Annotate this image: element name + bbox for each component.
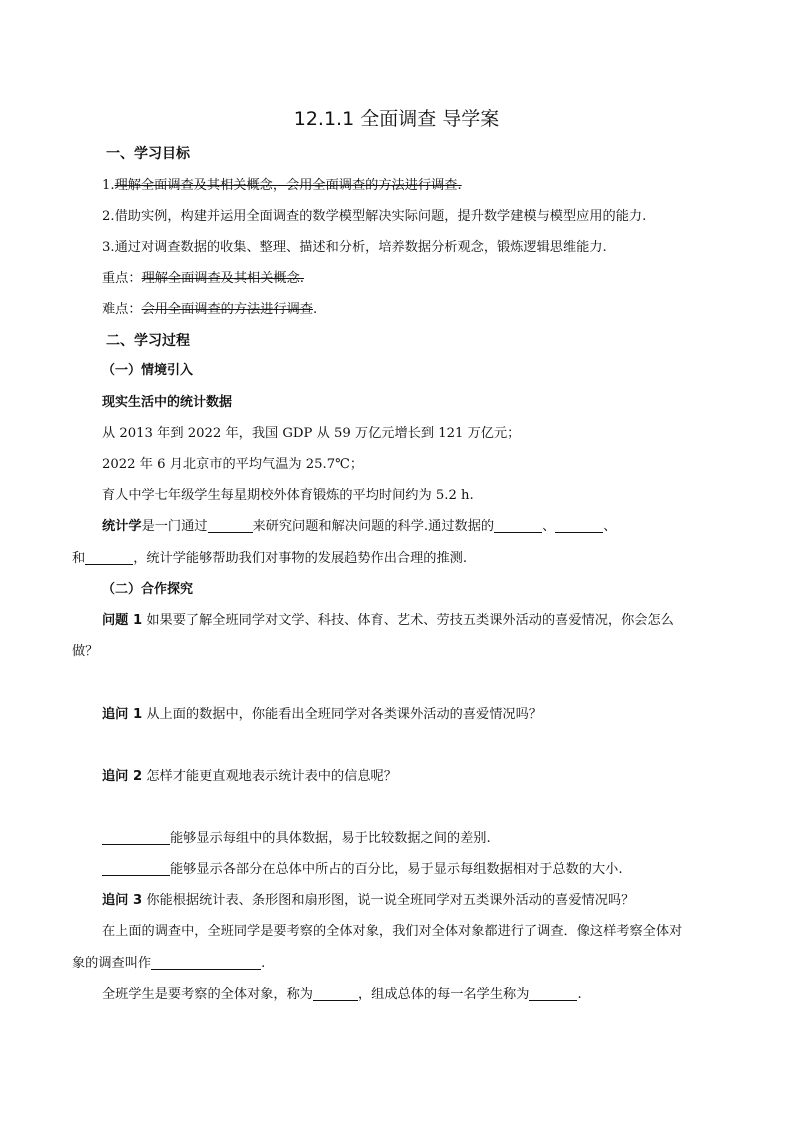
section-heading-objectives: 一、学习目标 (106, 146, 190, 162)
followup-1-text: 从上面的数据中，你能看出全班同学对各类课外活动的喜爱情况吗？ (142, 707, 542, 722)
census-end: . (261, 956, 266, 971)
definition2-part-b: ，统计学能够帮助我们对事物的发展趋势作出合理的推测. (133, 551, 468, 566)
subsection-explore: （二）合作探究 (102, 582, 194, 597)
fill-blank-2[interactable] (494, 518, 542, 533)
question-1-cont: 做？ (72, 644, 99, 659)
key-point-text: 理解全面调查及其相关概念. (141, 271, 305, 286)
census-part-a: 象的调查叫作 (72, 956, 152, 971)
pie-chart-description (102, 861, 623, 879)
paragraph-census: 在上面的调查中，全班同学是要考察的全体对象，我们对全体对象都进行了调查．像这样考察全体对 (102, 924, 683, 939)
stat-exercise: 育人中学七年级学生每星期校外体育锻炼的平均时间约为 5.2 h. (102, 488, 474, 503)
fill-blank-8[interactable] (313, 986, 358, 1001)
section-heading-process: 二、学习过程 (106, 333, 190, 349)
stat-gdp: 从 2013 年到 2022 年，我国 GDP 从 59 万亿元增长到 121 万亿元； (102, 426, 521, 441)
objective-1 (102, 177, 462, 195)
population-part-b: ，组成总体的每一名学生称为 (358, 987, 530, 1002)
definition2-part-a: 和 (72, 551, 86, 566)
followup-1 (102, 706, 542, 724)
followup-3-text: 你能根据统计表、条形图和扇形图，说一说全班同学对五类课外活动的喜爱情况吗？ (142, 893, 635, 908)
population-part-a: 全班学生是要考察的全体对象，称为 (102, 987, 313, 1002)
difficult-point-end: . (313, 302, 318, 317)
followup-2-label: 追问 2 (102, 769, 143, 784)
difficult-point-label: 难点： (102, 302, 142, 317)
objective-3: 3.通过对调查数据的收集、整理、描述和分析，培养数据分析观念，锻炼逻辑思维能力. (102, 240, 607, 255)
statistics-definition (102, 518, 616, 536)
statistics-term: 统计学 (102, 519, 142, 534)
followup-3 (102, 892, 634, 910)
page-title: 12.1.1 全面调查 导学案 (293, 108, 500, 130)
fill-blank-1[interactable] (208, 518, 253, 533)
subsection-intro: （一）情境引入 (102, 363, 194, 378)
key-point (102, 270, 304, 288)
definition-part-a: 是一门通过 (141, 519, 208, 534)
statistics-definition-cont (72, 550, 467, 568)
pie-chart-text: 能够显示各部分在总体中所占的百分比，易于显示每组数据相对于总数的大小. (170, 862, 623, 877)
objective-2: 2.借助实例，构建并运用全面调查的数学模型解决实际问题，提升数学建模与模型应用的能力. (102, 209, 647, 224)
definition-separator-2: 、 (603, 519, 617, 534)
bar-chart-description (102, 830, 491, 848)
stats-title: 现实生活中的统计数据 (102, 395, 233, 410)
bar-chart-text: 能够显示每组中的具体数据，易于比较数据之间的差别. (170, 831, 491, 846)
followup-1-label: 追问 1 (102, 707, 143, 722)
fill-blank-5[interactable] (102, 830, 170, 845)
population-end: . (577, 987, 582, 1002)
fill-blank-3[interactable] (555, 518, 603, 533)
objective-1-number: 1. (102, 178, 115, 193)
question-1 (102, 612, 674, 630)
objective-1-text: 理解全面调查及其相关概念，会用全面调查的方法进行调查. (114, 178, 462, 193)
fill-blank-9[interactable] (529, 986, 577, 1001)
definition-separator-1: 、 (542, 519, 556, 534)
followup-2-text: 怎样才能更直观地表示统计表中的信息呢？ (142, 769, 397, 784)
fill-blank-4[interactable] (85, 550, 133, 565)
followup-2 (102, 768, 397, 786)
paragraph-population (102, 986, 582, 1004)
question-1-label: 问题 1 (102, 613, 143, 628)
fill-blank-6[interactable] (102, 861, 170, 876)
paragraph-census-cont (72, 955, 265, 973)
question-1-text: 如果要了解全班同学对文学、科技、体育、艺术、劳技五类课外活动的喜爱情况，你会怎么 (142, 613, 674, 628)
difficult-point (102, 301, 317, 319)
key-point-label: 重点： (102, 271, 142, 286)
difficult-point-text: 会用全面调查的方法进行调查 (141, 302, 313, 317)
stat-temperature: 2022 年 6 月北京市的平均气温为 25.7℃； (102, 457, 364, 472)
definition-part-b: 来研究问题和解决问题的科学.通过数据的 (252, 519, 495, 534)
fill-blank-7[interactable] (151, 955, 261, 970)
followup-3-label: 追问 3 (102, 893, 143, 908)
